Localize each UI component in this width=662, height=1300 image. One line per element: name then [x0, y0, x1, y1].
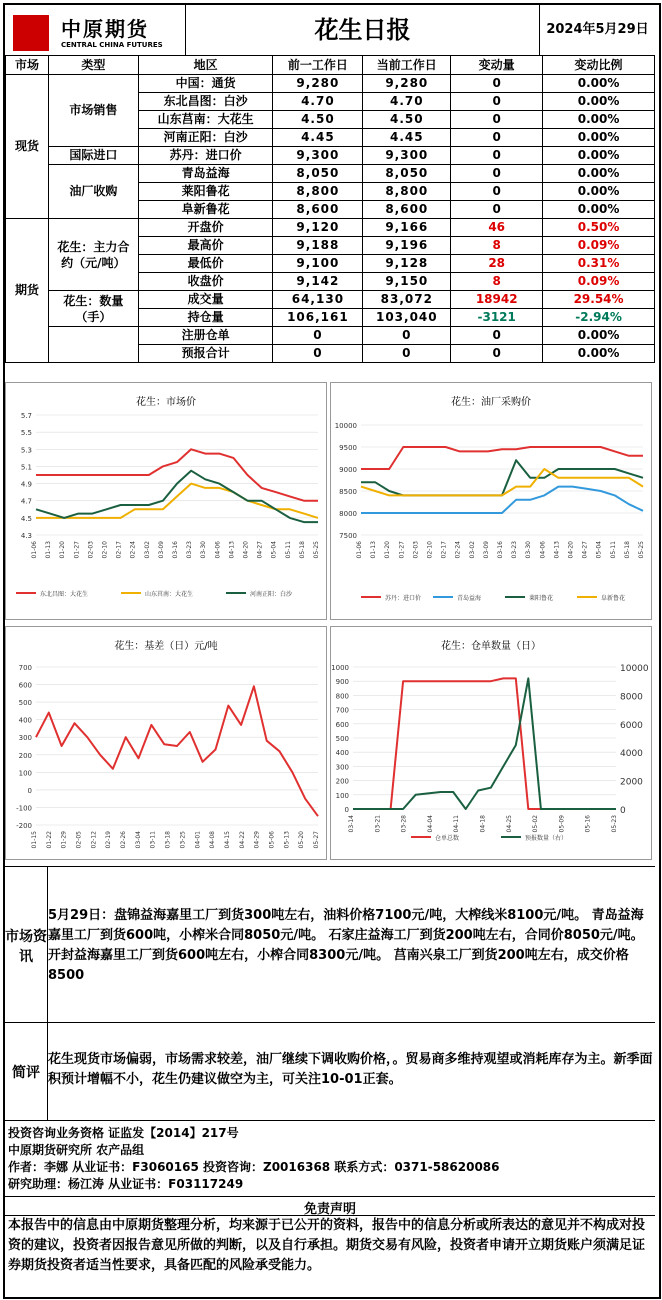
column-header: 市场 [6, 56, 49, 75]
x-tick-label: 03-04 [134, 831, 142, 849]
x-tick-label: 03-21 [374, 815, 382, 833]
prev-value-cell: 9,120 [273, 219, 363, 237]
x-tick-label: 03-16 [497, 541, 504, 559]
x-tick-label: 02-10 [101, 541, 109, 559]
region-cell: 青岛益海 [138, 165, 273, 183]
x-tick-label: 02-05 [75, 831, 83, 849]
region-cell: 成交量 [138, 291, 273, 309]
change-cell: 28 [451, 255, 543, 273]
x-tick-label: 03-02 [468, 541, 476, 559]
table-row [6, 75, 655, 93]
type-cell [48, 327, 138, 363]
y-tick-label: 100 [335, 791, 349, 800]
y-tick-label: 9500 [339, 444, 357, 452]
x-tick-label: 01-27 [73, 541, 81, 559]
region-cell: 最高价 [138, 237, 273, 255]
change-pct-cell: 0.00% [543, 75, 655, 93]
chart-title: 花生：油厂采购价 [451, 397, 531, 408]
column-header: 前一工作日 [273, 56, 363, 75]
change-pct-cell: 0.00% [543, 201, 655, 219]
change-pct-cell: 0.00% [543, 183, 655, 201]
prev-value-cell: 4.50 [273, 111, 363, 129]
x-tick-label: 04-15 [223, 831, 231, 849]
curr-value-cell: 8,600 [363, 201, 451, 219]
x-tick-label: 04-20 [242, 541, 250, 559]
column-header: 变动比例 [543, 56, 655, 75]
table-row [6, 291, 655, 309]
prev-value-cell: 9,300 [273, 147, 363, 165]
curr-value-cell: 9,196 [363, 237, 451, 255]
curr-value-cell: 9,166 [363, 219, 451, 237]
prev-value-cell: 64,130 [273, 291, 363, 309]
legend-label: 青岛益海 [457, 595, 482, 602]
x-tick-label: 05-11 [609, 541, 617, 559]
x-tick-label: 01-13 [370, 541, 378, 559]
y-tick-label: 600 [18, 681, 32, 690]
x-tick-label: 04-13 [228, 541, 236, 559]
y-tick-label: 7500 [339, 532, 357, 540]
x-tick-label: 05-16 [584, 815, 592, 833]
x-tick-label: 01-13 [45, 541, 53, 559]
y-tick-label: 0 [27, 786, 32, 795]
curr-value-cell: 0 [363, 345, 451, 363]
legend-label: 苏丹：进口价 [385, 595, 422, 602]
change-pct-cell: 0.00% [543, 129, 655, 147]
curr-value-cell: 0 [363, 327, 451, 345]
change-cell: 18942 [451, 291, 543, 309]
region-cell: 注册仓单 [138, 327, 273, 345]
x-tick-label: 02-19 [105, 831, 113, 849]
column-header: 变动量 [451, 56, 543, 75]
curr-value-cell: 9,128 [363, 255, 451, 273]
review-text: 花生现货市场偏弱，市场需求较差，油厂继续下调收购价格，。贸易商多维持观望或消耗库存为主。新季面积预计增幅不小，花生仍建议做空为主，可关注10-01正套。 [48, 1052, 653, 1087]
x-tick-label: 03-11 [149, 831, 157, 849]
x-tick-label: 04-29 [253, 831, 261, 849]
x-tick-label: 01-06 [356, 541, 363, 559]
price-table [5, 55, 655, 363]
curr-value-cell: 8,800 [363, 183, 451, 201]
prev-value-cell: 8,050 [273, 165, 363, 183]
report-title: 花生日报 [185, 5, 540, 55]
x-tick-label: 02-24 [129, 541, 137, 559]
chart-warehouse-receipts-svg [331, 627, 651, 859]
region-cell: 阜新鲁花 [138, 201, 273, 219]
brand-logo [5, 5, 185, 55]
x-tick-label: 01-15 [31, 831, 38, 849]
region-cell: 持仓量 [138, 309, 273, 327]
chart-market-price [5, 382, 327, 620]
x-tick-label: 03-18 [164, 831, 172, 849]
y-tick-label: 8500 [339, 488, 357, 496]
disclaimer-text: 本报告中的信息由中原期货整理分析，均来源于已公开的资料，报告中的信息分析或所表达的意见并不构成对投资的建议，投资者因报告意见所做的判断，以及自行承担。期货交易有风险，投资者申请开立期货账户须满足证券期货投资者适当性要求，具备匹配的风险承受能力。 [8, 1218, 646, 1273]
curr-value-cell: 8,050 [363, 165, 451, 183]
footer-qualification: 投资咨询业务资格 证监发【2014】217号 [8, 1126, 239, 1140]
x-tick-label: 04-22 [238, 831, 246, 849]
y-tick-label: 4.3 [20, 532, 32, 540]
prev-value-cell: 8,800 [273, 183, 363, 201]
y-tick-label: 400 [335, 749, 349, 758]
x-tick-label: 04-20 [567, 541, 575, 559]
x-tick-label: 04-27 [581, 541, 589, 559]
x-tick-label: 02-12 [90, 831, 98, 849]
chart-title: 花生：仓单数量（日） [441, 641, 541, 652]
region-cell: 山东莒南：大花生 [138, 111, 273, 129]
x-tick-label: 04-27 [256, 541, 264, 559]
x-tick-label: 03-30 [200, 541, 208, 559]
y-tick-label: 200 [18, 751, 32, 760]
region-cell: 中国：通货 [138, 75, 273, 93]
x-tick-label: 03-23 [511, 541, 519, 559]
change-pct-cell: 0.00% [543, 111, 655, 129]
change-cell: 8 [451, 273, 543, 291]
column-header: 类型 [48, 56, 138, 75]
column-header: 地区 [138, 56, 273, 75]
chart-market-price-svg [6, 383, 326, 619]
legend-label: 山东莒南：大花生 [145, 591, 194, 598]
x-tick-label: 03-30 [525, 541, 533, 559]
change-cell: 0 [451, 75, 543, 93]
change-cell: 0 [451, 111, 543, 129]
region-cell: 莱阳鲁花 [138, 183, 273, 201]
x-tick-label: 05-18 [623, 541, 631, 559]
x-tick-label: 01-29 [60, 831, 68, 849]
y2-tick-label: 8000 [620, 692, 643, 703]
change-pct-cell: -2.94% [543, 309, 655, 327]
series-line [361, 447, 643, 469]
x-tick-label: 01-27 [398, 541, 406, 559]
change-pct-cell: 0.31% [543, 255, 655, 273]
y-tick-label: 300 [335, 763, 349, 772]
y2-tick-label: 4000 [620, 749, 643, 760]
y-tick-label: 4.7 [20, 497, 32, 506]
table-row [6, 147, 655, 165]
prev-value-cell: 9,188 [273, 237, 363, 255]
x-tick-label: 04-11 [453, 815, 461, 833]
table-row [6, 165, 655, 183]
x-tick-label: 05-23 [611, 815, 618, 833]
y2-tick-label: 0 [620, 806, 626, 816]
x-tick-label: 05-09 [558, 815, 566, 833]
prev-value-cell: 0 [273, 345, 363, 363]
chart-oil-mill-price [330, 382, 652, 620]
table-row [6, 219, 655, 237]
y-tick-label: 5.3 [20, 446, 32, 455]
x-tick-label: 05-20 [298, 831, 306, 849]
prev-value-cell: 106,161 [273, 309, 363, 327]
footer-author: 作者：李娜 从业证书：F3060165 投资咨询：Z0016368 联系方式：0371-58620086 [8, 1160, 500, 1174]
change-cell: 8 [451, 237, 543, 255]
x-tick-label: 05-13 [283, 831, 291, 849]
x-tick-label: 03-09 [482, 541, 490, 559]
curr-value-cell: 83,072 [363, 291, 451, 309]
x-tick-label: 05-25 [638, 541, 645, 559]
table-row [6, 327, 655, 345]
prev-value-cell: 9,100 [273, 255, 363, 273]
y-tick-label: 600 [335, 720, 349, 729]
y-tick-label: 9000 [339, 466, 357, 474]
y-tick-label: -100 [16, 804, 32, 813]
x-tick-label: 05-02 [532, 815, 540, 833]
market-cell: 现货 [6, 75, 49, 219]
legend-label: 阜新鲁花 [601, 595, 626, 602]
region-cell: 预报合计 [138, 345, 273, 363]
change-cell: 0 [451, 165, 543, 183]
x-tick-label: 05-27 [313, 831, 320, 849]
change-pct-cell: 0.00% [543, 327, 655, 345]
footer-institute: 中原期货研究所 农产品组 [8, 1143, 145, 1157]
x-tick-label: 01-06 [31, 541, 38, 559]
x-tick-label: 03-25 [179, 831, 187, 849]
y-tick-label: 5.1 [20, 463, 32, 472]
change-pct-cell: 29.54% [543, 291, 655, 309]
prev-value-cell: 4.45 [273, 129, 363, 147]
change-cell: 46 [451, 219, 543, 237]
change-cell: 0 [451, 201, 543, 219]
x-tick-label: 04-01 [194, 831, 202, 849]
change-pct-cell: 0.00% [543, 165, 655, 183]
y-tick-label: 700 [18, 664, 32, 672]
disclaimer-title: 免责声明 [303, 1202, 356, 1217]
prev-value-cell: 9,280 [273, 75, 363, 93]
legend-label: 莱阳鲁花 [529, 595, 554, 602]
column-header: 当前工作日 [363, 56, 451, 75]
x-tick-label: 05-04 [595, 541, 603, 559]
y-tick-label: 900 [335, 678, 349, 687]
x-tick-label: 04-06 [539, 541, 547, 559]
region-cell: 河南正阳：白沙 [138, 129, 273, 147]
change-cell: 0 [451, 345, 543, 363]
x-tick-label: 05-18 [298, 541, 306, 559]
x-tick-label: 05-06 [268, 831, 276, 849]
type-cell: 油厂收购 [48, 165, 138, 219]
y-tick-label: 4.5 [20, 514, 32, 523]
series-line [361, 487, 643, 513]
change-cell: -3121 [451, 309, 543, 327]
x-tick-label: 03-28 [400, 815, 408, 833]
footer-assistant: 研究助理：杨江涛 从业证书：F03117249 [8, 1177, 244, 1191]
x-tick-label: 03-23 [186, 541, 194, 559]
series-line [36, 686, 318, 816]
region-cell: 最低价 [138, 255, 273, 273]
market-info-label: 市场资讯 [5, 929, 47, 965]
change-cell: 0 [451, 327, 543, 345]
x-tick-label: 03-14 [348, 815, 355, 833]
y-tick-label: 800 [335, 692, 349, 701]
x-tick-label: 04-04 [426, 815, 434, 833]
y-tick-label: 500 [18, 699, 32, 708]
curr-value-cell: 9,300 [363, 147, 451, 165]
y-tick-label: 8000 [339, 510, 357, 518]
x-tick-label: 02-17 [440, 541, 448, 559]
curr-value-cell: 4.45 [363, 129, 451, 147]
x-tick-label: 02-03 [87, 541, 95, 559]
change-pct-cell: 0.00% [543, 93, 655, 111]
curr-value-cell: 4.50 [363, 111, 451, 129]
x-tick-label: 04-08 [209, 831, 217, 849]
x-tick-label: 03-02 [143, 541, 151, 559]
report-date: 2024年5月29日 [546, 22, 649, 37]
y-tick-label: 4.9 [20, 480, 32, 489]
series-line [36, 449, 318, 500]
y-tick-label: 1000 [331, 664, 349, 672]
x-tick-label: 01-20 [59, 541, 67, 559]
region-cell: 收盘价 [138, 273, 273, 291]
prev-value-cell: 4.70 [273, 93, 363, 111]
curr-value-cell: 9,150 [363, 273, 451, 291]
change-pct-cell: 0.09% [543, 237, 655, 255]
x-tick-label: 04-13 [553, 541, 561, 559]
change-cell: 0 [451, 183, 543, 201]
market-cell: 期货 [6, 219, 49, 363]
type-cell: 国际进口 [48, 147, 138, 165]
review-label: 简评 [12, 1065, 40, 1081]
x-tick-label: 01-20 [384, 541, 392, 559]
x-tick-label: 04-18 [479, 815, 487, 833]
chart-basis [5, 626, 327, 860]
chart-title: 花生：基差（日）元/吨 [114, 641, 218, 652]
y-tick-label: 700 [335, 706, 349, 715]
x-tick-label: 05-25 [313, 541, 320, 559]
y-tick-label: 300 [18, 734, 32, 743]
change-pct-cell: 0.00% [543, 147, 655, 165]
x-tick-label: 03-16 [172, 541, 179, 559]
y-tick-label: 500 [335, 735, 349, 743]
curr-value-cell: 4.70 [363, 93, 451, 111]
y-tick-label: -200 [16, 822, 32, 830]
x-tick-label: 05-04 [270, 541, 278, 559]
x-tick-label: 04-25 [505, 815, 513, 833]
legend-label: 河南正阳：白沙 [250, 591, 293, 598]
change-pct-cell: 0.00% [543, 345, 655, 363]
type-cell: 市场销售 [48, 75, 138, 147]
change-cell: 0 [451, 93, 543, 111]
x-tick-label: 03-09 [157, 541, 165, 559]
legend-label: 预报数量（右） [525, 835, 568, 842]
table-header-row [6, 56, 655, 75]
y-tick-label: 5.5 [20, 429, 32, 438]
prev-value-cell: 8,600 [273, 201, 363, 219]
x-tick-label: 02-17 [115, 541, 123, 559]
x-tick-label: 02-10 [426, 541, 434, 559]
x-tick-label: 04-06 [214, 541, 222, 559]
brand-name-en: CENTRAL CHINA FUTURES [61, 41, 163, 49]
region-cell: 东北昌图：白沙 [138, 93, 273, 111]
change-cell: 0 [451, 129, 543, 147]
curr-value-cell: 103,040 [363, 309, 451, 327]
y2-tick-label: 10000 [620, 664, 649, 674]
chart-warehouse-receipts [330, 626, 652, 860]
y2-tick-label: 2000 [620, 777, 643, 788]
logo-mark-icon [13, 15, 49, 51]
change-pct-cell: 0.50% [543, 219, 655, 237]
brand-name-cn: 中原期货 [61, 17, 149, 41]
type-cell: 花生：数量（手） [48, 291, 138, 327]
market-info-text: 5月29日：盘锦益海嘉里工厂到货300吨左右，油料价格7100元/吨，大榨线米8100元/吨。 青岛益海嘉里工厂到货600吨，小榨米合同8050元/吨。 石家庄益海工厂到货200吨左右，合同价8050元/吨。 开封益海嘉里工厂到货600吨左右，小榨合同8300元/吨。 莒南兴泉工厂到货200吨左右，成交价格8500 [48, 908, 644, 983]
x-tick-label: 01-22 [45, 831, 53, 849]
y-tick-label: 200 [335, 777, 349, 786]
change-cell: 0 [451, 147, 543, 165]
y-tick-label: 100 [18, 769, 32, 778]
x-tick-label: 05-11 [284, 541, 292, 559]
x-tick-label: 02-26 [120, 831, 128, 849]
y-tick-label: 0 [344, 806, 349, 814]
y-tick-label: 5.7 [20, 412, 32, 420]
legend-label: 东北昌图：大花生 [40, 591, 89, 598]
prev-value-cell: 9,142 [273, 273, 363, 291]
type-cell: 花生：主力合约（元/吨） [48, 219, 138, 291]
x-tick-label: 02-03 [412, 541, 420, 559]
change-pct-cell: 0.09% [543, 273, 655, 291]
chart-basis-svg [6, 627, 326, 859]
prev-value-cell: 0 [273, 327, 363, 345]
chart-title: 花生：市场价 [136, 397, 196, 408]
y2-tick-label: 6000 [620, 720, 643, 731]
y-tick-label: 10000 [334, 422, 357, 430]
region-cell: 开盘价 [138, 219, 273, 237]
y-tick-label: 400 [18, 716, 32, 725]
legend-label: 仓单总数 [435, 835, 460, 842]
x-tick-label: 02-24 [454, 541, 462, 559]
region-cell: 苏丹：进口价 [138, 147, 273, 165]
chart-oil-mill-price-svg [331, 383, 651, 619]
curr-value-cell: 9,280 [363, 75, 451, 93]
